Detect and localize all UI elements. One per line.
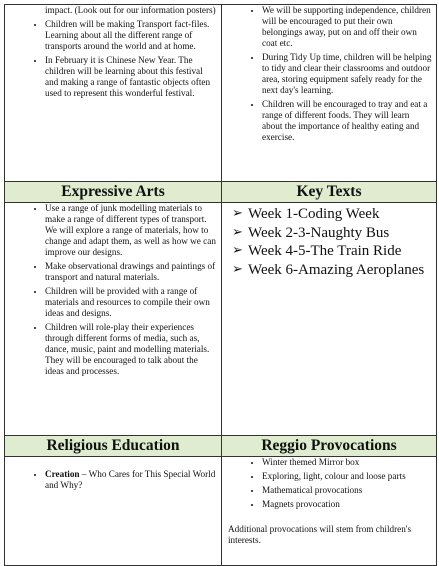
list-item: • Use a range of junk modelling materials to make a range of different types of transport. We will explore a range of materials, how to change and adapt them, as well as how we can improve our designs. — [45, 203, 217, 258]
cell-understanding-world — [5, 5, 222, 182]
header-row-2 — [5, 436, 437, 457]
row-physical-understanding — [5, 5, 437, 182]
additional-provocations-note: Additional provocations will stem from children's interests. — [228, 524, 412, 545]
reggio-list — [222, 457, 436, 510]
key-texts-list — [222, 203, 436, 279]
list-item: • Magnets provocation — [262, 499, 432, 510]
creation-title: Creation — [45, 469, 80, 479]
list-item: • In February it is Chinese New Year. The children will be learning about this festival and making a range of fantastic objects often used to represent this wonderful festival. — [45, 55, 217, 99]
arrow-bullet-icon: ➢ — [232, 224, 243, 240]
list-item: • Children will role-play their experiences through different forms of media, such as, dance, music, paint and modelling materials. They will be encouraged to talk about the ideas and processes. — [45, 322, 217, 377]
row-arts-texts — [5, 203, 437, 436]
list-item: • Make observational drawings and paintings of transport and natural materials. — [45, 261, 217, 283]
list-item: • Children will be provided with a range of materials and resources to compile their own ideas and designs. — [45, 286, 217, 319]
list-item: ➢ Week 6-Amazing Aeroplanes — [232, 261, 425, 278]
list-item: • We will be supporting independence, children will be encouraged to put their own belongings away, put on and off their own coat etc. — [262, 5, 432, 49]
arrow-bullet-icon: ➢ — [232, 243, 243, 258]
creation-question: – Who Cares for This Special World and Why? — [45, 469, 216, 490]
heading-religious-education: Religious Education — [5, 436, 222, 457]
list-item: • Exploring, light, colour and loose parts — [262, 471, 432, 482]
list-item: • Winter themed Mirror box — [262, 457, 432, 468]
list-item: • During Tidy Up time, children will be helping to tidy and clear their classrooms and outdoor area, storing equipment safely ready for the next day's learning. — [262, 52, 432, 96]
cell-religious-education — [5, 457, 222, 566]
list-item: • Mathematical provocations — [262, 485, 432, 496]
row-re-reggio — [5, 457, 437, 566]
heading-expressive-arts: Expressive Arts — [5, 182, 222, 203]
list-item: ➢ Week 2-3-Naughty Bus — [232, 224, 390, 241]
list-item: impact. (Look out for our information posters) — [45, 5, 216, 15]
list-item — [45, 469, 217, 491]
heading-key-texts: Key Texts — [222, 182, 437, 203]
cell-reggio-provocations — [222, 457, 437, 566]
arrow-bullet-icon: ➢ — [232, 261, 243, 277]
list-item: • Children will be encouraged to tray and eat a range of different foods. They will learn about the importance of healthy eating and exercise. — [262, 99, 432, 143]
heading-reggio-provocations: Reggio Provocations — [222, 436, 437, 457]
list-item: ➢ Week 1-Coding Week — [232, 206, 380, 222]
religious-education-list — [5, 457, 221, 491]
planning-grid — [4, 4, 434, 566]
understanding-world-list — [5, 5, 221, 99]
cell-physical-development — [222, 5, 437, 182]
expressive-arts-list — [5, 203, 221, 377]
physical-development-list — [222, 5, 436, 143]
header-row-1 — [5, 182, 437, 203]
planning-table — [4, 4, 437, 566]
arrow-bullet-icon: ➢ — [232, 206, 243, 221]
cell-key-texts — [222, 203, 437, 436]
list-item: • Children will be making Transport fact-files. Learning about all the different range of transports around the world and at home. — [45, 19, 217, 52]
list-item: ➢ Week 4-5-The Train Ride — [232, 243, 402, 259]
cell-expressive-arts — [5, 203, 222, 436]
